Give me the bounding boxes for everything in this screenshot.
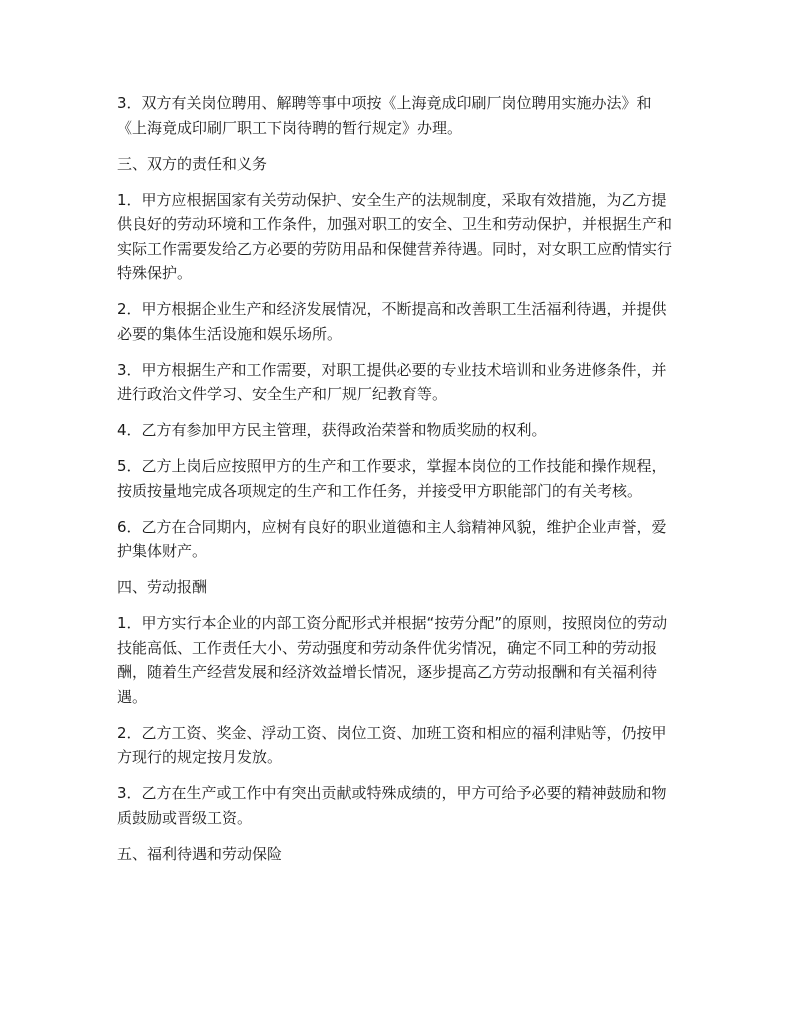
duty-item-4: 4．乙方有参加甲方民主管理，获得政治荣誉和物质奖励的权利。 (117, 421, 547, 439)
clause-3-post-appointment: 3．双方有关岗位聘用、解聘等事中项按《上海竟成印刷厂岗位聘用实施办法》和《上海竟成印刷厂职工下岗待聘的暂行规定》办理。 (117, 94, 652, 137)
section-heading-remuneration: 四、劳动报酬 (117, 578, 208, 596)
duty-item-2: 2．甲方根据企业生产和经济发展情况，不断提高和改善职工生活福利待遇，并提供必要的集体生活设施和娱乐场所。 (117, 300, 667, 343)
duty-item-6: 6．乙方在合同期内，应树有良好的职业道德和主人翁精神风貌，维护企业声誉，爱护集体财产。 (117, 517, 667, 560)
remuneration-item-1: 1．甲方实行本企业的内部工资分配形式并根据“按劳分配”的原则，按照岗位的劳动技能高低、工作责任大小、劳动强度和劳动条件优劣情况，确定不同工种的劳动报酬，随着生产经营发展和经济效益增长情况，逐步提高乙方劳动报酬和有关福利待遇。 (117, 614, 668, 706)
section-heading-duties: 三、双方的责任和义务 (117, 154, 268, 173)
duty-item-3: 3．甲方根据生产和工作需要，对职工提供必要的专业技术培训和业务进修条件，并进行政治文件学习、安全生产和厂规厂纪教育等。 (117, 360, 667, 403)
document-body (117, 91, 679, 878)
remuneration-item-3: 3．乙方在生产或工作中有突出贡献或特殊成绩的，甲方可给予必要的精神鼓励和物质鼓励或晋级工资。 (117, 784, 667, 827)
section-heading-welfare: 五、福利待遇和劳动保险 (117, 844, 283, 863)
duty-item-1: 1．甲方应根据国家有关劳动保护、安全生产的法规制度，采取有效措施，为乙方提供良好的劳动环境和工作条件，加强对职工的安全、卫生和劳动保护，并根据生产和实际工作需要发给乙方必要的劳防用品和保健营养待遇。同时，对女职工应酌情实行特殊保护。 (117, 190, 673, 282)
duty-item-5: 5．乙方上岗后应按照甲方的生产和工作要求，掌握本岗位的工作技能和操作规程，按质按量地完成各项规定的生产和工作任务，并接受甲方职能部门的有关考核。 (117, 457, 667, 500)
remuneration-item-2: 2．乙方工资、奖金、浮动工资、岗位工资、加班工资和相应的福利津贴等，仍按甲方现行的规定按月发放。 (117, 723, 667, 766)
